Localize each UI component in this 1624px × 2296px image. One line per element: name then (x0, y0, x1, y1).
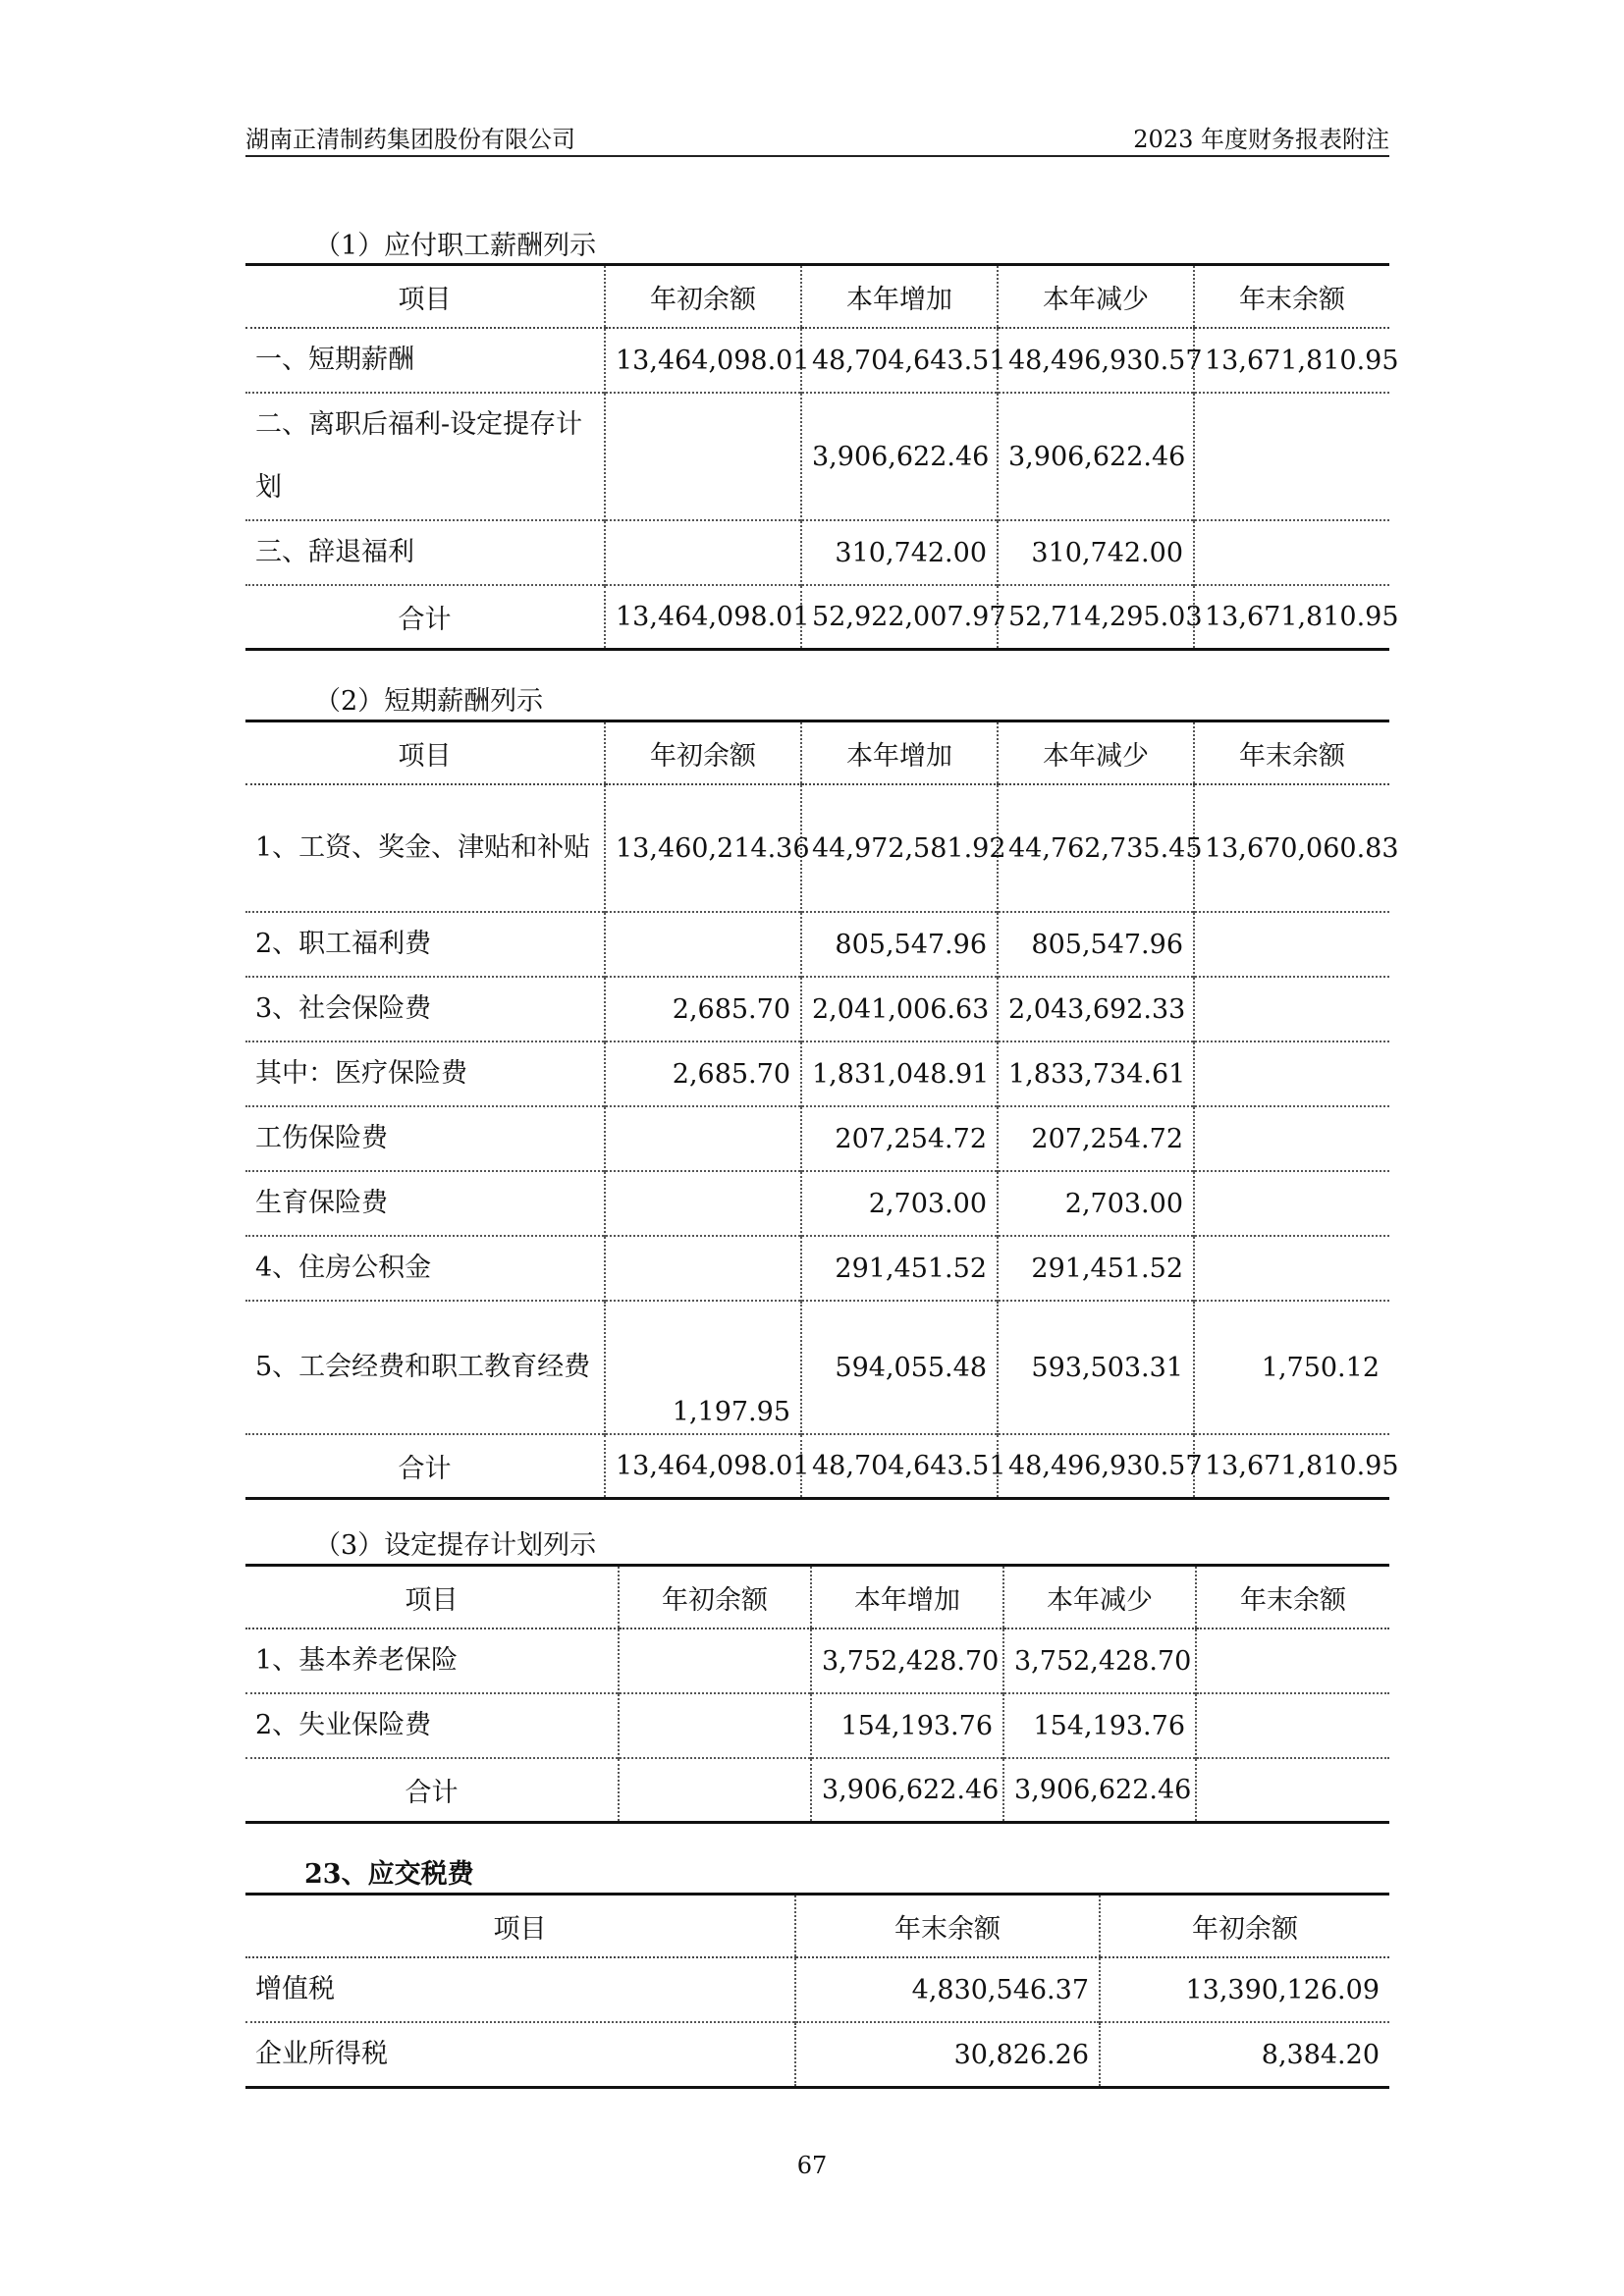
cell-value: 3,752,428.70 (1003, 1629, 1196, 1693)
col-header: 年初余额 (605, 721, 801, 785)
table-row (245, 1693, 1389, 1758)
col-header: 本年减少 (998, 721, 1194, 785)
cell-value (1196, 1758, 1389, 1823)
cell-value: 13,671,810.95 (1194, 585, 1389, 650)
table-row (245, 1106, 1389, 1171)
cell-value: 2,041,006.63 (801, 977, 998, 1041)
section-3-title: （3）设定提存计划列示 (314, 1530, 597, 1561)
section-2-title: （2）短期薪酬列示 (314, 686, 544, 717)
row-label: 3、社会保险费 (245, 977, 605, 1041)
row-label: 4、住房公积金 (245, 1236, 605, 1301)
cell-value (1194, 977, 1389, 1041)
row-label: 二、离职后福利-设定提存计划 (245, 393, 605, 520)
company-name: 湖南正清制药集团股份有限公司 (245, 126, 575, 153)
col-header: 本年减少 (1003, 1566, 1196, 1629)
cell-value: 594,055.48 (801, 1301, 998, 1434)
cell-value: 13,670,060.83 (1194, 784, 1389, 912)
cell-value: 805,547.96 (998, 912, 1194, 977)
cell-value: 291,451.52 (801, 1236, 998, 1301)
cell-value: 1,750.12 (1194, 1301, 1389, 1434)
cell-value: 13,671,810.95 (1194, 328, 1389, 393)
cell-value: 2,685.70 (605, 1041, 801, 1106)
cell-value: 13,671,810.95 (1194, 1434, 1389, 1499)
cell-value: 48,496,930.57 (998, 1434, 1194, 1499)
cell-value (1196, 1693, 1389, 1758)
cell-value: 1,831,048.91 (801, 1041, 998, 1106)
cell-value: 3,906,622.46 (998, 393, 1194, 520)
cell-value: 3,906,622.46 (811, 1758, 1003, 1823)
cell-value: 13,464,098.01 (605, 585, 801, 650)
total-label: 合计 (245, 1758, 619, 1823)
cell-value: 593,503.31 (998, 1301, 1194, 1434)
table-row (245, 1041, 1389, 1106)
cell-value (619, 1693, 811, 1758)
cell-value: 48,704,643.51 (801, 328, 998, 393)
payroll-payable-table (245, 263, 1399, 651)
col-header: 本年减少 (998, 265, 1194, 329)
taxes-payable-table (245, 1893, 1389, 2089)
cell-value (605, 912, 801, 977)
table-header-row (245, 721, 1389, 785)
cell-value: 207,254.72 (998, 1106, 1194, 1171)
table-row (245, 328, 1389, 393)
cell-value (1194, 1041, 1389, 1106)
cell-value: 4,830,546.37 (795, 1957, 1100, 2022)
page-header (245, 116, 1389, 157)
row-label: 5、工会经费和职工教育经费 (245, 1301, 605, 1434)
cell-value: 3,906,622.46 (801, 393, 998, 520)
cell-value: 1,833,734.61 (998, 1041, 1194, 1106)
cell-value: 154,193.76 (1003, 1693, 1196, 1758)
defined-contribution-table (245, 1564, 1389, 1824)
row-label: 增值税 (245, 1957, 795, 2022)
table-row (245, 1171, 1389, 1236)
table-row (245, 393, 1389, 520)
cell-value: 805,547.96 (801, 912, 998, 977)
cell-value (619, 1758, 811, 1823)
table-row (245, 2022, 1389, 2088)
col-header: 项目 (245, 721, 605, 785)
cell-value: 52,714,295.03 (998, 585, 1194, 650)
cell-value: 3,906,622.46 (1003, 1758, 1196, 1823)
row-label: 工伤保险费 (245, 1106, 605, 1171)
cell-value (1194, 1171, 1389, 1236)
cell-value (1194, 520, 1389, 585)
table-total-row (245, 585, 1389, 650)
cell-value (1194, 1236, 1389, 1301)
cell-value: 8,384.20 (1100, 2022, 1389, 2088)
table-row (245, 1236, 1389, 1301)
cell-value: 2,703.00 (998, 1171, 1194, 1236)
col-header: 年初余额 (605, 265, 801, 329)
section-1-title: （1）应付职工薪酬列示 (314, 231, 597, 261)
table-row (245, 1957, 1389, 2022)
cell-value: 13,460,214.36 (605, 784, 801, 912)
row-label: 1、工资、奖金、津贴和补贴 (245, 784, 605, 912)
row-label: 2、失业保险费 (245, 1693, 619, 1758)
table-row (245, 1629, 1389, 1693)
col-header: 年初余额 (1100, 1895, 1389, 1958)
cell-value: 13,390,126.09 (1100, 1957, 1389, 2022)
table-header-row (245, 1566, 1389, 1629)
col-header: 本年增加 (811, 1566, 1003, 1629)
table-row (245, 1301, 1389, 1434)
cell-value (1194, 1106, 1389, 1171)
col-header: 年末余额 (1196, 1566, 1389, 1629)
row-label: 企业所得税 (245, 2022, 795, 2088)
row-label: 生育保险费 (245, 1171, 605, 1236)
cell-value: 2,685.70 (605, 977, 801, 1041)
cell-value (605, 393, 801, 520)
cell-value: 3,752,428.70 (811, 1629, 1003, 1693)
page-number: 67 (796, 2152, 828, 2179)
row-label: 其中：医疗保险费 (245, 1041, 605, 1106)
row-label: 三、辞退福利 (245, 520, 605, 585)
col-header: 本年增加 (801, 721, 998, 785)
cell-value (605, 1106, 801, 1171)
table-row (245, 977, 1389, 1041)
col-header: 年初余额 (619, 1566, 811, 1629)
table-total-row (245, 1434, 1389, 1499)
table-total-row (245, 1758, 1389, 1823)
cell-value (1196, 1629, 1389, 1693)
section-23-title: 23、应交税费 (304, 1859, 474, 1890)
short-term-pay-table (245, 720, 1399, 1500)
cell-value (605, 1171, 801, 1236)
cell-value: 207,254.72 (801, 1106, 998, 1171)
col-header: 年末余额 (1194, 721, 1389, 785)
cell-value: 310,742.00 (801, 520, 998, 585)
cell-value: 44,762,735.45 (998, 784, 1194, 912)
cell-value (1194, 393, 1389, 520)
cell-value (605, 520, 801, 585)
cell-value: 13,464,098.01 (605, 328, 801, 393)
cell-value: 291,451.52 (998, 1236, 1194, 1301)
cell-value: 44,972,581.92 (801, 784, 998, 912)
cell-value: 48,704,643.51 (801, 1434, 998, 1499)
cell-value: 52,922,007.97 (801, 585, 998, 650)
col-header: 项目 (245, 1895, 795, 1958)
document-title: 2023 年度财务报表附注 (1133, 126, 1389, 153)
col-header: 本年增加 (801, 265, 998, 329)
col-header: 年末余额 (795, 1895, 1100, 1958)
total-label: 合计 (245, 1434, 605, 1499)
col-header: 项目 (245, 1566, 619, 1629)
table-header-row (245, 1895, 1389, 1958)
row-label: 1、基本养老保险 (245, 1629, 619, 1693)
table-row (245, 520, 1389, 585)
cell-value: 30,826.26 (795, 2022, 1100, 2088)
table-header-row (245, 265, 1389, 329)
total-label: 合计 (245, 585, 605, 650)
cell-value (1194, 912, 1389, 977)
cell-value: 13,464,098.01 (605, 1434, 801, 1499)
cell-value: 310,742.00 (998, 520, 1194, 585)
cell-value: 1,197.95 (605, 1301, 801, 1434)
table-row (245, 912, 1389, 977)
cell-value (605, 1236, 801, 1301)
cell-value: 154,193.76 (811, 1693, 1003, 1758)
table-row (245, 784, 1389, 912)
cell-value: 48,496,930.57 (998, 328, 1194, 393)
cell-value: 2,703.00 (801, 1171, 998, 1236)
cell-value (619, 1629, 811, 1693)
col-header: 年末余额 (1194, 265, 1389, 329)
row-label: 一、短期薪酬 (245, 328, 605, 393)
row-label: 2、职工福利费 (245, 912, 605, 977)
cell-value: 2,043,692.33 (998, 977, 1194, 1041)
col-header: 项目 (245, 265, 605, 329)
